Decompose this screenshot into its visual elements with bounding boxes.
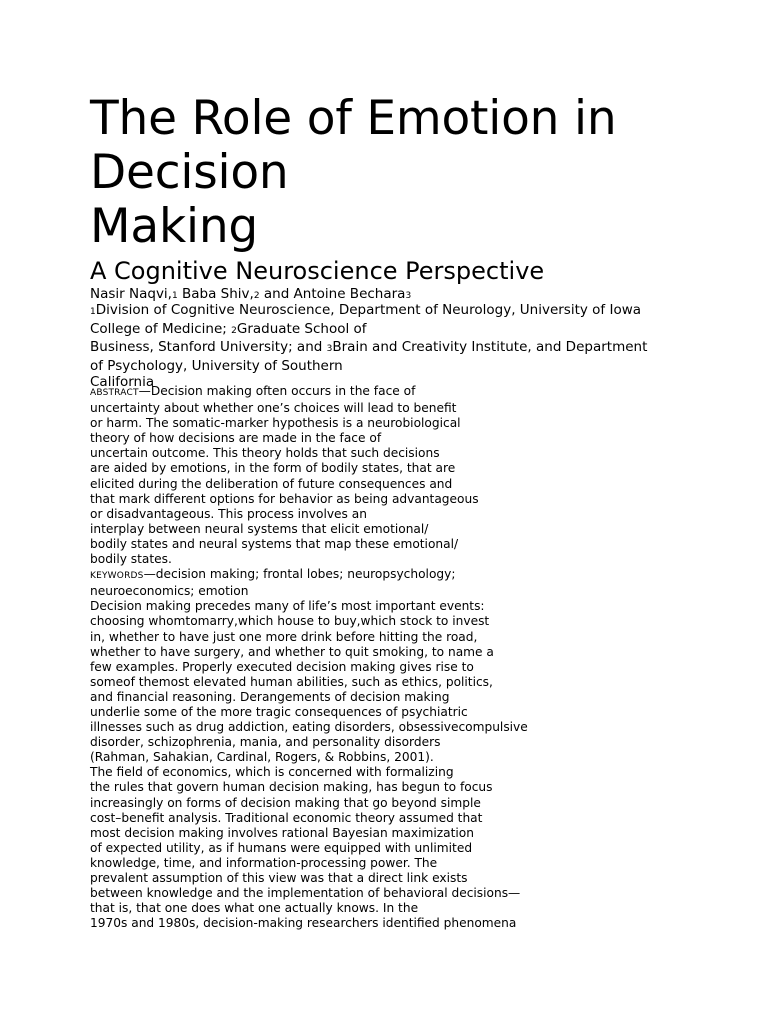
author-name: Nasir Naqvi,: [90, 286, 172, 302]
abstract-line: uncertain outcome. This theory holds that such decisions: [90, 446, 440, 461]
affiliation-text: Business, Stanford University; and: [90, 339, 327, 355]
body-text-line: (Rahman, Sahakian, Cardinal, Rogers, & Robbins, 2001).: [90, 750, 434, 765]
body-text-line: of expected utility, as if humans were equipped with unlimited: [90, 840, 473, 855]
affiliation-text: Brain and Creativity Institute, and Department: [332, 339, 648, 355]
body-text-line: cost–benefit analysis. Traditional economic theory assumed that: [90, 810, 483, 825]
affiliation-marker: 1: [171, 291, 178, 301]
body-text-line: knowledge, time, and information-processing power. The: [90, 855, 438, 870]
abstract-line: or disadvantageous. This process involves an: [90, 506, 367, 521]
affiliation-text: College of Medicine;: [90, 320, 232, 337]
body-text-line: in, whether to have just one more drink before hitting the road,: [90, 629, 478, 644]
body-text-line: underlie some of the more tragic consequences of psychiatric: [90, 704, 468, 719]
abstract-line: theory of how decisions are made in the face of: [90, 431, 382, 446]
affiliation-line: California: [90, 374, 155, 390]
affiliation-marker: 3: [405, 291, 412, 301]
body-text-line: 1970s and 1980s, decision-making researchers identified phenomena: [90, 916, 517, 931]
article-body: [90, 384, 690, 931]
introduction-text: [90, 599, 690, 931]
title-line: The Role of Emotion in: [90, 91, 617, 146]
affiliations: [90, 302, 700, 391]
keywords-text: —decision making; frontal lobes; neuropsychology;: [143, 567, 456, 582]
body-text-line: between knowledge and the implementation of behavioral decisions—: [90, 886, 521, 901]
paper-subtitle: A Cognitive Neuroscience Perspective: [90, 257, 545, 285]
affiliation-marker: 3: [326, 344, 333, 354]
affiliation-line: [90, 339, 700, 358]
body-text-line: the rules that govern human decision making, has begun to focus: [90, 780, 493, 795]
keywords-first-line: [90, 567, 690, 584]
body-text-line: whether to have surgery, and whether to quit smoking, to name a: [90, 644, 494, 659]
keywords: [90, 584, 690, 599]
abstract-line: interplay between neural systems that elicit emotional/: [90, 521, 429, 536]
affiliation-text: Graduate School of: [236, 320, 367, 337]
abstract-line: bodily states.: [90, 552, 172, 567]
body-text-line: someof themost elevated human abilities, such as ethics, politics,: [90, 674, 493, 689]
body-text-line: choosing whomtomarry,which house to buy,which stock to invest: [90, 614, 490, 629]
body-text-line: disorder, schizophrenia, mania, and personality disorders: [90, 735, 441, 750]
affiliation-text: Division of Cognitive Neuroscience, Department of Neurology, University of Iowa: [95, 302, 642, 318]
body-text-line: Decision making precedes many of life’s most important events:: [90, 599, 485, 614]
body-text-line: prevalent assumption of this view was that a direct link exists: [90, 871, 468, 885]
title-line: Decision: [90, 145, 289, 200]
affiliation-line: of Psychology, University of Southern: [90, 357, 343, 374]
abstract-line: are aided by emotions, in the form of bodily states, that are: [90, 461, 456, 476]
body-text-line: that is, that one does what one actually knows. In the: [90, 901, 419, 916]
abstract-line: uncertainty about whether one’s choices will lead to benefit: [90, 401, 457, 416]
abstract-first-line: [90, 384, 690, 401]
author-name: Baba Shiv,: [177, 286, 254, 302]
abstract: [90, 401, 690, 567]
abstract-text: —Decision making often occurs in the face of: [138, 384, 416, 398]
abstract-line: that mark different options for behavior as being advantageous: [90, 491, 479, 506]
affiliation-marker: 2: [253, 291, 260, 301]
keywords-line: neuroeconomics; emotion: [90, 584, 249, 599]
body-text-line: most decision making involves rational Bayesian maximization: [90, 825, 474, 840]
affiliation-line: [90, 321, 700, 340]
body-text-line: and financial reasoning. Derangements of decision making: [90, 689, 450, 704]
body-text-line: increasingly on forms of decision making that go beyond simple: [90, 795, 481, 810]
title-line: Making: [90, 199, 259, 254]
affiliation-marker: 1: [90, 307, 96, 317]
body-text-line: The field of economics, which is concerned with formalizing: [90, 765, 454, 780]
affiliation-marker: 2: [231, 325, 237, 336]
keywords-label: KEYWORDS: [90, 571, 144, 582]
body-text-line: few examples. Properly executed decision making gives rise to: [90, 659, 474, 674]
abstract-line: elicited during the deliberation of future consequences and: [90, 476, 453, 491]
paper-title: [90, 92, 616, 254]
abstract-line: bodily states and neural systems that map these emotional/: [90, 536, 459, 551]
affiliation-line: [90, 302, 700, 321]
abstract-line: or harm. The somatic-marker hypothesis is a neurobiological: [90, 416, 461, 431]
author-name: and Antoine Bechara: [259, 286, 406, 302]
abstract-label: ABSTRACT: [90, 388, 139, 398]
body-text-line: illnesses such as drug addiction, eating disorders, obsessivecompulsive: [90, 720, 528, 735]
